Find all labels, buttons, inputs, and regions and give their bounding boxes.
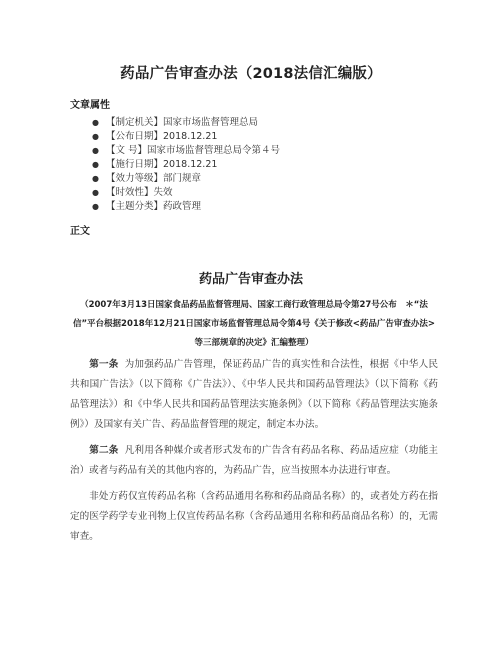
attribute-item: ● 【效力等级】部门规章 — [92, 173, 202, 184]
article-number: 第一条 — [89, 359, 119, 370]
attribute-item: ● 【时效性】失效 — [92, 187, 173, 198]
bullet-icon: ● — [92, 202, 99, 211]
attributes-heading: 文章属性 — [70, 100, 110, 111]
bullet-icon: ● — [92, 188, 99, 197]
bullet-icon: ● — [92, 132, 99, 141]
article-paragraph: 非处方药仅宣传药品名称（含药品通用名称和药品商品名称）的，或者处方药在指定的医学药学专业刊物上仅宣传药品名称（含药品通用名称和药品商品名称）的，无需审查。 — [70, 491, 438, 542]
bullet-icon: ● — [92, 174, 99, 183]
attribute-item: ● 【文 号】国家市场监督管理总局令第４号 — [92, 145, 281, 156]
body-heading: 正文 — [70, 226, 90, 237]
attribute-item: ● 【施行日期】2018.12.21 — [92, 159, 218, 170]
document-title: 药品广告审查办法（2018法信汇编版） — [120, 66, 382, 82]
article-paragraph: 第二条 凡利用各种媒介或者形式发布的广告含有药品名称、药品适应症（功能主治）或者与药品有关的其他内容的，为药品广告，应当按照本办法进行审查。 — [70, 445, 439, 476]
attribute-item: ● 【公布日期】2018.12.21 — [92, 131, 218, 142]
article-number: 第二条 — [89, 445, 119, 456]
attribute-item: ● 【主题分类】药政管理 — [92, 201, 202, 212]
law-subtitle: （2007年3月13日国家食品药品监督管理局、国家工商行政管理总局令第27号公布 ＊“法信”平台根据2018年12月21日国家市场监督管理总局令第4号《关于修改<药品广告审查办法>等三部规章的决定》汇编整理） — [72, 300, 436, 348]
article-paragraph: 第一条 为加强药品广告管理，保证药品广告的真实性和合法性，根据《中华人民共和国广告法》（以下简称《广告法》）、《中华人民共和国药品管理法》（以下简称《药品管理法》）和《中华人民共和国药品管理法实施条例》（以下简称《药品管理法实施条例》）及国家有关广告、药品监督管理的规定，制定本办法。 — [70, 359, 439, 430]
attributes-list — [92, 116, 280, 214]
law-title: 药品广告审查办法 — [198, 272, 303, 287]
document-body — [70, 355, 438, 553]
bullet-icon: ● — [92, 160, 99, 169]
attribute-item: ● 【制定机关】国家市场监督管理总局 — [92, 117, 259, 128]
bullet-icon: ● — [92, 146, 99, 155]
bullet-icon: ● — [92, 118, 99, 127]
